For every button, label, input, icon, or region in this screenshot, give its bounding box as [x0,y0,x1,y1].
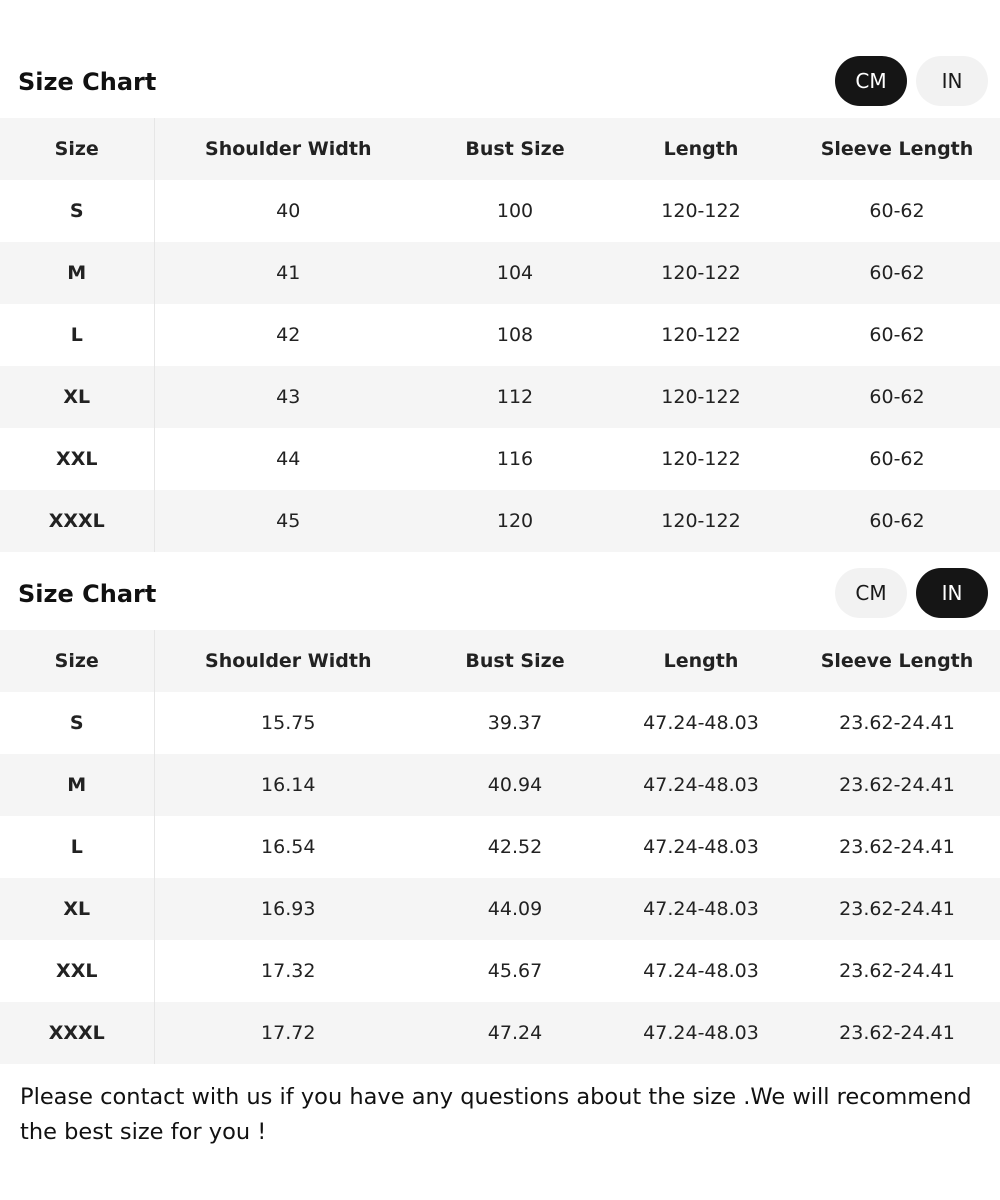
column-header-shoulder-width: Shoulder Width [205,650,372,672]
shoulder-width-cell: 16.93 [261,898,316,920]
bust-size-cell: 120 [496,510,534,532]
bust-size-cell: 39.37 [487,712,543,734]
size-cell: XXXL [0,490,154,552]
sleeve-length-cell: 60-62 [869,510,925,532]
size-cell: XXL [0,940,154,1002]
length-cell: 47.24-48.03 [643,898,759,920]
size-cell: S [0,180,154,242]
column-header-size: Size [0,630,154,692]
size-table-in [0,630,1000,1064]
column-header-length: Length [663,138,739,160]
shoulder-width-cell: 16.14 [261,774,316,796]
table-row [0,816,1000,878]
length-cell: 120-122 [661,448,741,470]
bust-size-cell: 45.67 [487,960,543,982]
size-cell: L [0,304,154,366]
sleeve-length-cell: 23.62-24.41 [839,898,955,920]
size-cell: M [0,242,154,304]
table-row [0,366,1000,428]
size-chart-header [0,562,1000,630]
size-cell: XXL [0,428,154,490]
length-cell: 47.24-48.03 [643,712,759,734]
sleeve-length-cell: 23.62-24.41 [839,960,955,982]
shoulder-width-cell: 43 [276,386,301,408]
sleeve-length-cell: 60-62 [869,386,925,408]
bust-size-cell: 40.94 [487,774,543,796]
bust-size-cell: 104 [496,262,534,284]
shoulder-width-cell: 40 [276,200,301,222]
column-header-length: Length [663,650,739,672]
sleeve-length-cell: 23.62-24.41 [839,1022,955,1044]
sleeve-length-cell: 60-62 [869,324,925,346]
table-row [0,180,1000,242]
shoulder-width-cell: 42 [276,324,301,346]
length-cell: 47.24-48.03 [643,960,759,982]
length-cell: 120-122 [661,262,741,284]
size-cell: L [0,816,154,878]
unit-toggle [835,568,988,618]
column-header-sleeve-length: Sleeve Length [820,650,974,672]
column-header-bust-size: Bust Size [465,138,565,160]
size-chart-in-section [0,562,1000,1064]
shoulder-width-cell: 41 [276,262,301,284]
table-row [0,940,1000,1002]
column-header-bust-size: Bust Size [465,650,565,672]
size-cell: XXXL [0,1002,154,1064]
size-cell: M [0,754,154,816]
size-cell: XL [0,878,154,940]
length-cell: 47.24-48.03 [643,836,759,858]
size-contact-note: Please contact with us if you have any questions about the size .We will recommend the best size for you ! [20,1084,972,1145]
size-chart-title: Size Chart [18,68,157,96]
length-cell: 120-122 [661,386,741,408]
column-header-shoulder-width: Shoulder Width [205,138,372,160]
shoulder-width-cell: 45 [276,510,301,532]
size-chart-header [0,50,1000,118]
size-chart-title: Size Chart [18,580,157,608]
table-row [0,242,1000,304]
table-header-row [0,630,1000,692]
table-row [0,304,1000,366]
shoulder-width-cell: 17.32 [261,960,316,982]
column-header-sleeve-length: Sleeve Length [820,138,974,160]
unit-cm-button[interactable]: CM [835,56,907,106]
table-row [0,490,1000,552]
sleeve-length-cell: 60-62 [869,448,925,470]
bust-size-cell: 100 [496,200,534,222]
size-cell: S [0,692,154,754]
unit-in-button[interactable]: IN [916,568,988,618]
shoulder-width-cell: 15.75 [261,712,316,734]
table-row [0,428,1000,490]
column-header-size: Size [0,118,154,180]
table-row [0,878,1000,940]
bust-size-cell: 112 [496,386,534,408]
bust-size-cell: 44.09 [487,898,543,920]
length-cell: 120-122 [661,510,741,532]
shoulder-width-cell: 16.54 [261,836,316,858]
unit-cm-button[interactable]: CM [835,568,907,618]
length-cell: 47.24-48.03 [643,1022,759,1044]
shoulder-width-cell: 17.72 [261,1022,316,1044]
sleeve-length-cell: 60-62 [869,200,925,222]
sleeve-length-cell: 60-62 [869,262,925,284]
bust-size-cell: 42.52 [487,836,543,858]
length-cell: 120-122 [661,324,741,346]
bust-size-cell: 47.24 [487,1022,543,1044]
sleeve-length-cell: 23.62-24.41 [839,774,955,796]
size-table-cm [0,118,1000,552]
sleeve-length-cell: 23.62-24.41 [839,836,955,858]
table-row [0,1002,1000,1064]
length-cell: 47.24-48.03 [643,774,759,796]
sleeve-length-cell: 23.62-24.41 [839,712,955,734]
bust-size-cell: 108 [496,324,534,346]
size-chart-cm-section [0,50,1000,552]
size-cell: XL [0,366,154,428]
shoulder-width-cell: 44 [276,448,301,470]
table-row [0,754,1000,816]
table-row [0,692,1000,754]
unit-toggle [835,56,988,106]
unit-in-button[interactable]: IN [916,56,988,106]
bust-size-cell: 116 [496,448,534,470]
table-header-row [0,118,1000,180]
length-cell: 120-122 [661,200,741,222]
